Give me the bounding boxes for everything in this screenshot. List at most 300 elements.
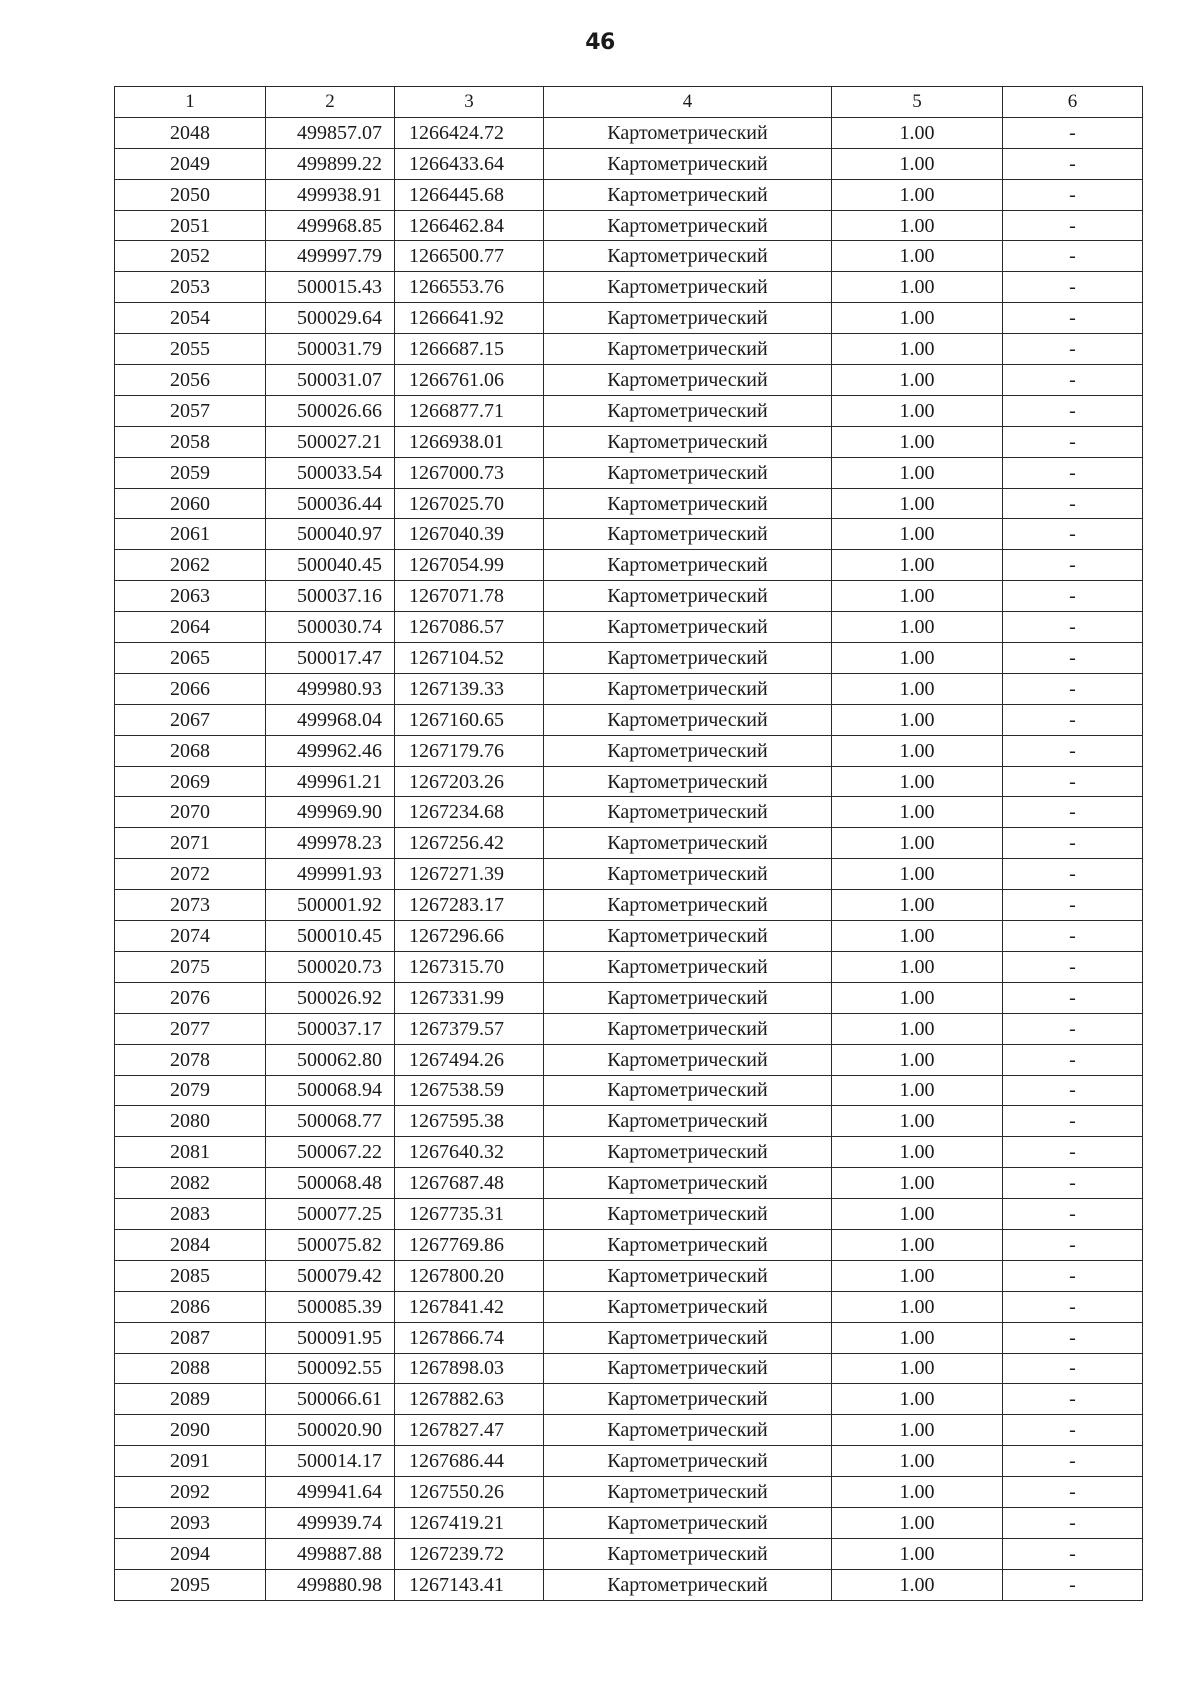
accuracy-cell: 1.00 — [832, 1446, 1003, 1477]
table-row — [115, 1569, 1143, 1600]
y-coordinate-cell: 1267086.57 — [395, 612, 544, 643]
accuracy-cell: 1.00 — [832, 303, 1003, 334]
description-cell: - — [1003, 488, 1143, 519]
x-coordinate-cell: 500031.07 — [266, 365, 395, 396]
y-coordinate-cell: 1267550.26 — [395, 1477, 544, 1508]
description-cell: - — [1003, 890, 1143, 921]
accuracy-cell: 1.00 — [832, 612, 1003, 643]
x-coordinate-cell: 500040.45 — [266, 550, 395, 581]
description-cell: - — [1003, 334, 1143, 365]
accuracy-cell: 1.00 — [832, 179, 1003, 210]
table-row — [115, 179, 1143, 210]
x-coordinate-cell: 500026.92 — [266, 982, 395, 1013]
method-cell: Картометрический — [544, 1446, 832, 1477]
point-number-cell: 2074 — [115, 921, 266, 952]
table-row — [115, 612, 1143, 643]
y-coordinate-cell: 1266687.15 — [395, 334, 544, 365]
column-header-4: 4 — [544, 87, 832, 118]
point-number-cell: 2058 — [115, 426, 266, 457]
description-cell: - — [1003, 1415, 1143, 1446]
point-number-cell: 2063 — [115, 581, 266, 612]
description-cell: - — [1003, 117, 1143, 148]
method-cell: Картометрический — [544, 890, 832, 921]
table-row — [115, 581, 1143, 612]
description-cell: - — [1003, 1507, 1143, 1538]
method-cell: Картометрический — [544, 210, 832, 241]
point-number-cell: 2076 — [115, 982, 266, 1013]
accuracy-cell: 1.00 — [832, 1260, 1003, 1291]
y-coordinate-cell: 1267898.03 — [395, 1353, 544, 1384]
table-row — [115, 797, 1143, 828]
x-coordinate-cell: 500068.77 — [266, 1106, 395, 1137]
y-coordinate-cell: 1267104.52 — [395, 643, 544, 674]
point-number-cell: 2078 — [115, 1044, 266, 1075]
table-row — [115, 488, 1143, 519]
table-row — [115, 303, 1143, 334]
table-row — [115, 550, 1143, 581]
y-coordinate-cell: 1267071.78 — [395, 581, 544, 612]
method-cell: Картометрический — [544, 519, 832, 550]
y-coordinate-cell: 1267735.31 — [395, 1199, 544, 1230]
x-coordinate-cell: 500029.64 — [266, 303, 395, 334]
x-coordinate-cell: 500067.22 — [266, 1137, 395, 1168]
accuracy-cell: 1.00 — [832, 426, 1003, 457]
method-cell: Картометрический — [544, 334, 832, 365]
method-cell: Картометрический — [544, 365, 832, 396]
point-number-cell: 2088 — [115, 1353, 266, 1384]
method-cell: Картометрический — [544, 921, 832, 952]
point-number-cell: 2066 — [115, 673, 266, 704]
point-number-cell: 2055 — [115, 334, 266, 365]
point-number-cell: 2073 — [115, 890, 266, 921]
point-number-cell: 2089 — [115, 1384, 266, 1415]
point-number-cell: 2069 — [115, 766, 266, 797]
method-cell: Картометрический — [544, 1415, 832, 1446]
point-number-cell: 2075 — [115, 951, 266, 982]
y-coordinate-cell: 1267538.59 — [395, 1075, 544, 1106]
description-cell: - — [1003, 1446, 1143, 1477]
table-row — [115, 1415, 1143, 1446]
table-row — [115, 1507, 1143, 1538]
y-coordinate-cell: 1267686.44 — [395, 1446, 544, 1477]
accuracy-cell: 1.00 — [832, 1199, 1003, 1230]
method-cell: Картометрический — [544, 117, 832, 148]
point-number-cell: 2070 — [115, 797, 266, 828]
x-coordinate-cell: 500027.21 — [266, 426, 395, 457]
accuracy-cell: 1.00 — [832, 148, 1003, 179]
y-coordinate-cell: 1266761.06 — [395, 365, 544, 396]
description-cell: - — [1003, 148, 1143, 179]
x-coordinate-cell: 499968.04 — [266, 704, 395, 735]
description-cell: - — [1003, 921, 1143, 952]
accuracy-cell: 1.00 — [832, 982, 1003, 1013]
y-coordinate-cell: 1266641.92 — [395, 303, 544, 334]
y-coordinate-cell: 1267203.26 — [395, 766, 544, 797]
accuracy-cell: 1.00 — [832, 1229, 1003, 1260]
table-header-row — [115, 87, 1143, 118]
table-row — [115, 1106, 1143, 1137]
y-coordinate-cell: 1266877.71 — [395, 395, 544, 426]
accuracy-cell: 1.00 — [832, 272, 1003, 303]
point-number-cell: 2049 — [115, 148, 266, 179]
table-row — [115, 1044, 1143, 1075]
table-row — [115, 735, 1143, 766]
accuracy-cell: 1.00 — [832, 1415, 1003, 1446]
y-coordinate-cell: 1267866.74 — [395, 1322, 544, 1353]
method-cell: Картометрический — [544, 643, 832, 674]
accuracy-cell: 1.00 — [832, 581, 1003, 612]
y-coordinate-cell: 1267841.42 — [395, 1291, 544, 1322]
x-coordinate-cell: 499941.64 — [266, 1477, 395, 1508]
accuracy-cell: 1.00 — [832, 117, 1003, 148]
description-cell: - — [1003, 1013, 1143, 1044]
point-number-cell: 2048 — [115, 117, 266, 148]
description-cell: - — [1003, 1384, 1143, 1415]
x-coordinate-cell: 499939.74 — [266, 1507, 395, 1538]
point-number-cell: 2077 — [115, 1013, 266, 1044]
y-coordinate-cell: 1267054.99 — [395, 550, 544, 581]
x-coordinate-cell: 500026.66 — [266, 395, 395, 426]
method-cell: Картометрический — [544, 1353, 832, 1384]
accuracy-cell: 1.00 — [832, 550, 1003, 581]
point-number-cell: 2082 — [115, 1168, 266, 1199]
table-body — [115, 117, 1143, 1600]
x-coordinate-cell: 499899.22 — [266, 148, 395, 179]
description-cell: - — [1003, 1569, 1143, 1600]
y-coordinate-cell: 1267379.57 — [395, 1013, 544, 1044]
method-cell: Картометрический — [544, 272, 832, 303]
method-cell: Картометрический — [544, 426, 832, 457]
description-cell: - — [1003, 365, 1143, 396]
point-number-cell: 2061 — [115, 519, 266, 550]
x-coordinate-cell: 500066.61 — [266, 1384, 395, 1415]
y-coordinate-cell: 1267296.66 — [395, 921, 544, 952]
method-cell: Картометрический — [544, 612, 832, 643]
y-coordinate-cell: 1267687.48 — [395, 1168, 544, 1199]
x-coordinate-cell: 500033.54 — [266, 457, 395, 488]
method-cell: Картометрический — [544, 1075, 832, 1106]
description-cell: - — [1003, 1291, 1143, 1322]
table-row — [115, 951, 1143, 982]
table-row — [115, 704, 1143, 735]
description-cell: - — [1003, 1044, 1143, 1075]
method-cell: Картометрический — [544, 1229, 832, 1260]
x-coordinate-cell: 500075.82 — [266, 1229, 395, 1260]
x-coordinate-cell: 500068.48 — [266, 1168, 395, 1199]
y-coordinate-cell: 1267283.17 — [395, 890, 544, 921]
x-coordinate-cell: 499997.79 — [266, 241, 395, 272]
accuracy-cell: 1.00 — [832, 488, 1003, 519]
table-row — [115, 426, 1143, 457]
point-number-cell: 2072 — [115, 859, 266, 890]
point-number-cell: 2065 — [115, 643, 266, 674]
accuracy-cell: 1.00 — [832, 828, 1003, 859]
x-coordinate-cell: 500068.94 — [266, 1075, 395, 1106]
description-cell: - — [1003, 426, 1143, 457]
accuracy-cell: 1.00 — [832, 951, 1003, 982]
description-cell: - — [1003, 1075, 1143, 1106]
point-number-cell: 2079 — [115, 1075, 266, 1106]
method-cell: Картометрический — [544, 1477, 832, 1508]
table-row — [115, 334, 1143, 365]
accuracy-cell: 1.00 — [832, 1569, 1003, 1600]
description-cell: - — [1003, 766, 1143, 797]
table-row — [115, 982, 1143, 1013]
x-coordinate-cell: 500001.92 — [266, 890, 395, 921]
table-row — [115, 1384, 1143, 1415]
method-cell: Картометрический — [544, 1106, 832, 1137]
method-cell: Картометрический — [544, 488, 832, 519]
table-row — [115, 859, 1143, 890]
accuracy-cell: 1.00 — [832, 890, 1003, 921]
point-number-cell: 2054 — [115, 303, 266, 334]
table-row — [115, 1229, 1143, 1260]
description-cell: - — [1003, 612, 1143, 643]
x-coordinate-cell: 499991.93 — [266, 859, 395, 890]
description-cell: - — [1003, 519, 1143, 550]
method-cell: Картометрический — [544, 581, 832, 612]
page-number: 46 — [585, 30, 615, 55]
point-number-cell: 2091 — [115, 1446, 266, 1477]
description-cell: - — [1003, 1353, 1143, 1384]
y-coordinate-cell: 1266553.76 — [395, 272, 544, 303]
table-row — [115, 519, 1143, 550]
column-header-3: 3 — [395, 87, 544, 118]
x-coordinate-cell: 499978.23 — [266, 828, 395, 859]
table-row — [115, 210, 1143, 241]
table-row — [115, 643, 1143, 674]
point-number-cell: 2087 — [115, 1322, 266, 1353]
accuracy-cell: 1.00 — [832, 766, 1003, 797]
description-cell: - — [1003, 704, 1143, 735]
table-row — [115, 395, 1143, 426]
y-coordinate-cell: 1267800.20 — [395, 1260, 544, 1291]
x-coordinate-cell: 500091.95 — [266, 1322, 395, 1353]
y-coordinate-cell: 1267769.86 — [395, 1229, 544, 1260]
table-row — [115, 272, 1143, 303]
table-row — [115, 673, 1143, 704]
description-cell: - — [1003, 859, 1143, 890]
description-cell: - — [1003, 828, 1143, 859]
method-cell: Картометрический — [544, 1137, 832, 1168]
method-cell: Картометрический — [544, 148, 832, 179]
point-number-cell: 2068 — [115, 735, 266, 766]
point-number-cell: 2093 — [115, 1507, 266, 1538]
accuracy-cell: 1.00 — [832, 1137, 1003, 1168]
y-coordinate-cell: 1267640.32 — [395, 1137, 544, 1168]
x-coordinate-cell: 500037.17 — [266, 1013, 395, 1044]
point-number-cell: 2053 — [115, 272, 266, 303]
table-row — [115, 1137, 1143, 1168]
x-coordinate-cell: 500079.42 — [266, 1260, 395, 1291]
method-cell: Картометрический — [544, 797, 832, 828]
table-row — [115, 1353, 1143, 1384]
y-coordinate-cell: 1266424.72 — [395, 117, 544, 148]
point-number-cell: 2067 — [115, 704, 266, 735]
x-coordinate-cell: 499857.07 — [266, 117, 395, 148]
accuracy-cell: 1.00 — [832, 1384, 1003, 1415]
table-row — [115, 148, 1143, 179]
point-number-cell: 2057 — [115, 395, 266, 426]
accuracy-cell: 1.00 — [832, 859, 1003, 890]
method-cell: Картометрический — [544, 550, 832, 581]
accuracy-cell: 1.00 — [832, 1477, 1003, 1508]
y-coordinate-cell: 1267000.73 — [395, 457, 544, 488]
x-coordinate-cell: 500020.73 — [266, 951, 395, 982]
y-coordinate-cell: 1267239.72 — [395, 1538, 544, 1569]
accuracy-cell: 1.00 — [832, 1013, 1003, 1044]
y-coordinate-cell: 1266938.01 — [395, 426, 544, 457]
point-number-cell: 2056 — [115, 365, 266, 396]
table-row — [115, 1477, 1143, 1508]
y-coordinate-cell: 1266433.64 — [395, 148, 544, 179]
x-coordinate-cell: 500037.16 — [266, 581, 395, 612]
accuracy-cell: 1.00 — [832, 704, 1003, 735]
point-number-cell: 2095 — [115, 1569, 266, 1600]
x-coordinate-cell: 500017.47 — [266, 643, 395, 674]
x-coordinate-cell: 500030.74 — [266, 612, 395, 643]
accuracy-cell: 1.00 — [832, 673, 1003, 704]
x-coordinate-cell: 500092.55 — [266, 1353, 395, 1384]
method-cell: Картометрический — [544, 982, 832, 1013]
method-cell: Картометрический — [544, 1291, 832, 1322]
accuracy-cell: 1.00 — [832, 1507, 1003, 1538]
method-cell: Картометрический — [544, 179, 832, 210]
y-coordinate-cell: 1267040.39 — [395, 519, 544, 550]
accuracy-cell: 1.00 — [832, 1322, 1003, 1353]
x-coordinate-cell: 499969.90 — [266, 797, 395, 828]
y-coordinate-cell: 1267234.68 — [395, 797, 544, 828]
description-cell: - — [1003, 303, 1143, 334]
point-number-cell: 2064 — [115, 612, 266, 643]
x-coordinate-cell: 500077.25 — [266, 1199, 395, 1230]
x-coordinate-cell: 499880.98 — [266, 1569, 395, 1600]
x-coordinate-cell: 499980.93 — [266, 673, 395, 704]
method-cell: Картометрический — [544, 1569, 832, 1600]
y-coordinate-cell: 1267882.63 — [395, 1384, 544, 1415]
method-cell: Картометрический — [544, 673, 832, 704]
accuracy-cell: 1.00 — [832, 1106, 1003, 1137]
y-coordinate-cell: 1267179.76 — [395, 735, 544, 766]
point-number-cell: 2083 — [115, 1199, 266, 1230]
table-row — [115, 1322, 1143, 1353]
method-cell: Картометрический — [544, 1044, 832, 1075]
column-header-2: 2 — [266, 87, 395, 118]
table-row — [115, 1291, 1143, 1322]
method-cell: Картометрический — [544, 766, 832, 797]
y-coordinate-cell: 1267256.42 — [395, 828, 544, 859]
y-coordinate-cell: 1267143.41 — [395, 1569, 544, 1600]
point-number-cell: 2062 — [115, 550, 266, 581]
description-cell: - — [1003, 643, 1143, 674]
description-cell: - — [1003, 1199, 1143, 1230]
y-coordinate-cell: 1267315.70 — [395, 951, 544, 982]
description-cell: - — [1003, 581, 1143, 612]
accuracy-cell: 1.00 — [832, 1291, 1003, 1322]
method-cell: Картометрический — [544, 1507, 832, 1538]
point-number-cell: 2080 — [115, 1106, 266, 1137]
y-coordinate-cell: 1267595.38 — [395, 1106, 544, 1137]
method-cell: Картометрический — [544, 395, 832, 426]
point-number-cell: 2086 — [115, 1291, 266, 1322]
table-row — [115, 766, 1143, 797]
point-number-cell: 2052 — [115, 241, 266, 272]
table-row — [115, 921, 1143, 952]
table-row — [115, 1260, 1143, 1291]
table-row — [115, 1538, 1143, 1569]
point-number-cell: 2059 — [115, 457, 266, 488]
x-coordinate-cell: 500036.44 — [266, 488, 395, 519]
description-cell: - — [1003, 241, 1143, 272]
method-cell: Картометрический — [544, 1322, 832, 1353]
x-coordinate-cell: 500010.45 — [266, 921, 395, 952]
accuracy-cell: 1.00 — [832, 643, 1003, 674]
x-coordinate-cell: 500031.79 — [266, 334, 395, 365]
accuracy-cell: 1.00 — [832, 1353, 1003, 1384]
method-cell: Картометрический — [544, 1260, 832, 1291]
accuracy-cell: 1.00 — [832, 519, 1003, 550]
column-header-5: 5 — [832, 87, 1003, 118]
accuracy-cell: 1.00 — [832, 797, 1003, 828]
accuracy-cell: 1.00 — [832, 921, 1003, 952]
point-number-cell: 2050 — [115, 179, 266, 210]
y-coordinate-cell: 1267494.26 — [395, 1044, 544, 1075]
description-cell: - — [1003, 395, 1143, 426]
y-coordinate-cell: 1267419.21 — [395, 1507, 544, 1538]
method-cell: Картометрический — [544, 303, 832, 334]
description-cell: - — [1003, 1137, 1143, 1168]
x-coordinate-cell: 500014.17 — [266, 1446, 395, 1477]
accuracy-cell: 1.00 — [832, 1075, 1003, 1106]
x-coordinate-cell: 500040.97 — [266, 519, 395, 550]
method-cell: Картометрический — [544, 1538, 832, 1569]
description-cell: - — [1003, 982, 1143, 1013]
method-cell: Картометрический — [544, 704, 832, 735]
description-cell: - — [1003, 1322, 1143, 1353]
method-cell: Картометрический — [544, 828, 832, 859]
point-number-cell: 2081 — [115, 1137, 266, 1168]
table-row — [115, 117, 1143, 148]
description-cell: - — [1003, 673, 1143, 704]
description-cell: - — [1003, 1477, 1143, 1508]
description-cell: - — [1003, 1106, 1143, 1137]
description-cell: - — [1003, 1538, 1143, 1569]
point-number-cell: 2060 — [115, 488, 266, 519]
description-cell: - — [1003, 179, 1143, 210]
description-cell: - — [1003, 797, 1143, 828]
description-cell: - — [1003, 1168, 1143, 1199]
method-cell: Картометрический — [544, 735, 832, 766]
table-row — [115, 1446, 1143, 1477]
x-coordinate-cell: 500020.90 — [266, 1415, 395, 1446]
table-row — [115, 1199, 1143, 1230]
point-number-cell: 2090 — [115, 1415, 266, 1446]
table-row — [115, 1168, 1143, 1199]
x-coordinate-cell: 500015.43 — [266, 272, 395, 303]
accuracy-cell: 1.00 — [832, 735, 1003, 766]
accuracy-cell: 1.00 — [832, 1538, 1003, 1569]
coordinates-table — [114, 86, 1143, 1601]
method-cell: Картометрический — [544, 1384, 832, 1415]
y-coordinate-cell: 1266445.68 — [395, 179, 544, 210]
x-coordinate-cell: 499961.21 — [266, 766, 395, 797]
y-coordinate-cell: 1266500.77 — [395, 241, 544, 272]
x-coordinate-cell: 500085.39 — [266, 1291, 395, 1322]
description-cell: - — [1003, 1229, 1143, 1260]
point-number-cell: 2092 — [115, 1477, 266, 1508]
y-coordinate-cell: 1267331.99 — [395, 982, 544, 1013]
y-coordinate-cell: 1267827.47 — [395, 1415, 544, 1446]
